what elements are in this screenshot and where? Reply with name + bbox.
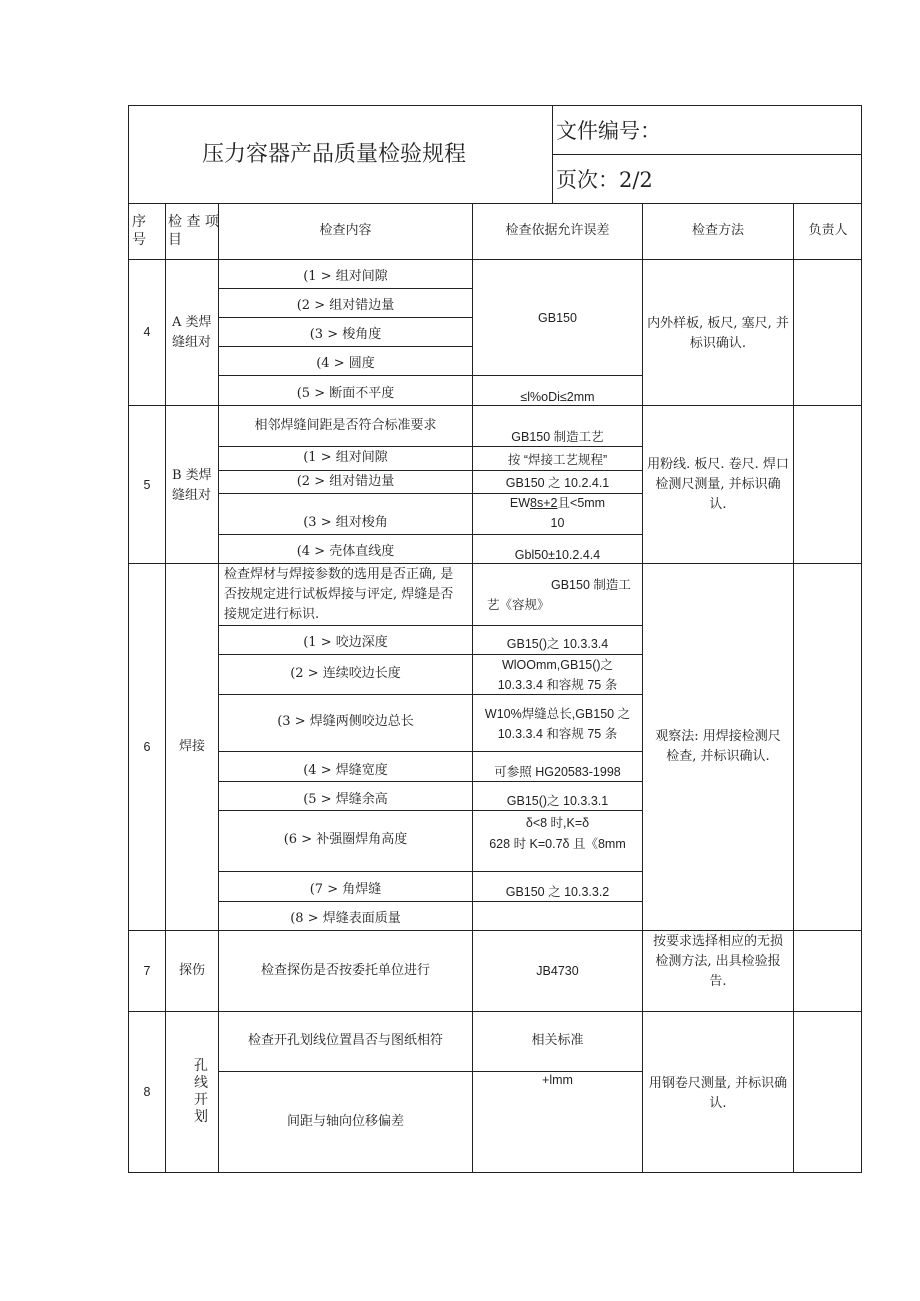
row-line (218, 288, 473, 289)
document-title: 压力容器产品质量检验规程 (202, 142, 467, 167)
row5-method-line3: 认. (709, 497, 727, 512)
header-column-line (552, 105, 553, 203)
row6-content-1c: 接规定进行标识. (224, 607, 320, 622)
row4-content-1: (1 > 组对间隙 (303, 269, 388, 284)
row5-basis-4-suffix: 且<5mm (557, 496, 606, 510)
row5-item-line2: 缝组对 (172, 488, 212, 503)
row8-basis-2: +lmm (542, 1073, 573, 1087)
row5-content-1: 相邻焊缝间距是否符合标准要求 (254, 418, 437, 433)
row6-basis-3a: WlOOmm,GB15()之 (501, 658, 614, 672)
row7-method-line1: 按要求选择相应的无损 (652, 934, 783, 949)
row-line (218, 470, 643, 471)
row4-item-line1: A 类焊 (172, 315, 212, 330)
row6-basis-7b: 628 时 K=0.7δ 且《8mm (489, 837, 626, 851)
row6-content-7: (6 > 补强圈焊角高度 (283, 832, 408, 847)
row4-content-2: (2 > 组对错边量 (296, 298, 395, 313)
row6-basis-5: 可参照 HG20583-1998 (494, 765, 621, 779)
col-person-header: 负责人 (808, 223, 848, 238)
row6-content-9: (8 > 焊缝表面质量 (290, 911, 401, 926)
row-line (218, 317, 473, 318)
row5-content-3: (2 > 组对错边量 (296, 474, 395, 489)
row6-content-1a: 检查焊材与焊接参数的选用是否正确, 是 (224, 567, 454, 582)
row8-method-line1: 用钢卷尺测量, 并标识确 (648, 1076, 788, 1091)
section-line (128, 1011, 862, 1012)
row7-no: 7 (143, 964, 151, 978)
row5-no: 5 (143, 478, 151, 492)
row4-item-line2: 缝组对 (172, 335, 212, 350)
row6-basis-6: GB15()之 10.3.3.1 (506, 794, 609, 808)
row6-basis-2: GB15()之 10.3.3.4 (506, 637, 609, 651)
column-line (218, 203, 219, 1173)
header-bottom-line (128, 203, 862, 204)
row-line (218, 375, 643, 376)
row7-content: 检查探伤是否按委托单位进行 (260, 963, 430, 978)
row5-basis-1: GB150 制造工艺 (511, 430, 604, 444)
row6-basis-1b: 艺《容规》 (487, 598, 550, 612)
row8-basis-1: 相关标准 (531, 1033, 584, 1048)
row-line (218, 751, 643, 752)
columns-bottom-line (128, 259, 862, 260)
row4-no: 4 (143, 325, 151, 339)
row8-content-2: 间距与轴向位移偏差 (286, 1114, 404, 1129)
row8-no: 8 (143, 1085, 151, 1099)
row-line (218, 625, 643, 626)
col-method-header: 检查方法 (691, 223, 744, 238)
page-number: 页次：2/2 (556, 168, 653, 192)
row4-basis-2: ≤l%oDi≤2mm (520, 390, 595, 404)
row6-content-1b: 否按规定进行试板焊接与评定, 焊缝是否 (224, 587, 454, 602)
row-line (218, 534, 643, 535)
row5-basis-4-prefix: EW (509, 496, 531, 510)
row8-item-char3: 开 (194, 1092, 208, 1108)
row8-item-char4: 划 (194, 1109, 208, 1125)
row4-content-5: (5 > 断面不平度 (296, 386, 395, 401)
row6-basis-7a: δ<8 时,K=δ (525, 816, 590, 830)
col-content-header: 检查内容 (319, 223, 372, 238)
row5-basis-5: 10 (550, 516, 565, 530)
row6-content-4: (3 > 焊缝两侧咬边总长 (277, 714, 414, 729)
row6-content-2: (1 > 咬边深度 (303, 635, 388, 650)
row5-method-line2: 检测尺测量, 并标识确 (655, 477, 781, 492)
row8-item-char1: 孔 (194, 1058, 208, 1074)
row6-basis-3b: 10.3.3.4 和容规 75 条 (497, 678, 618, 692)
row5-method-line1: 用粉线. 板尺. 卷尺. 焊口 (647, 457, 789, 472)
row6-basis-4a: W10%焊缝总长,GB150 之 (484, 707, 631, 721)
col-item-line1: 检 查 项 (168, 214, 219, 230)
row7-method-line2: 检测方法, 出具检验报 (655, 954, 781, 969)
row5-item-line1: B 类焊 (172, 468, 212, 483)
row5-basis-4 (473, 493, 642, 513)
row-line (218, 871, 643, 872)
row6-content-5: (4 > 焊缝宽度 (303, 763, 388, 778)
row8-content-1: 检查开孔划线位置昌否与图纸相符 (247, 1033, 443, 1048)
row7-item: 探伤 (178, 963, 205, 978)
row6-method-line2: 检查, 并标识确认. (666, 749, 770, 764)
row-line (218, 346, 473, 347)
row6-basis-8: GB150 之 10.3.3.2 (505, 885, 610, 899)
row6-method-line1: 观察法: 用焊接检测尺 (655, 729, 781, 744)
col-item-line2: 目 (168, 232, 182, 248)
row5-basis-3: GB150 之 10.2.4.1 (505, 476, 610, 490)
row7-basis: JB4730 (536, 964, 579, 978)
row6-basis-1a: GB150 制造工 (551, 578, 631, 592)
row5-content-5: (4 > 壳体直线度 (296, 544, 395, 559)
col-seq-line2: 号 (132, 232, 146, 248)
row4-method-line1: 内外样板, 板尺, 塞尺, 并 (647, 316, 789, 331)
row6-basis-4b: 10.3.3.4 和容规 75 条 (497, 727, 618, 741)
row5-content-4: (3 > 组对梭角 (303, 515, 388, 530)
row6-content-3: (2 > 连续咬边长度 (290, 666, 401, 681)
row8-item-char2: 线 (194, 1075, 208, 1091)
row4-content-4: (4 > 圆度 (316, 356, 375, 371)
col-seq-line1: 序 (132, 214, 146, 230)
row5-basis-6: Gbl50±10.2.4.4 (514, 548, 601, 562)
header-divider (552, 154, 862, 155)
row4-basis-1: GB150 (538, 311, 577, 325)
row6-content-6: (5 > 焊缝余高 (303, 792, 388, 807)
row4-content-3: (3 > 梭角度 (309, 327, 382, 342)
row6-content-8: (7 > 角焊缝 (309, 882, 382, 897)
row5-basis-2: 按 “焊接工艺规程” (507, 453, 608, 467)
col-basis-header: 检查依据允许误差 (505, 223, 610, 238)
row4-method-line2: 标识确认. (689, 336, 747, 351)
row6-no: 6 (143, 740, 151, 754)
row7-method-line3: 告. (709, 974, 727, 989)
column-line (165, 203, 166, 1173)
section-line (128, 930, 862, 931)
row5-content-2: (1 > 组对间隙 (303, 450, 388, 465)
column-line (793, 203, 794, 1173)
row5-basis-4-formula: 8s+2 (530, 496, 558, 510)
row8-method-line2: 认. (709, 1096, 727, 1111)
row8-item (193, 1058, 209, 1126)
file-number-label: 文件编号： (556, 119, 661, 143)
row6-item: 焊接 (178, 739, 205, 754)
